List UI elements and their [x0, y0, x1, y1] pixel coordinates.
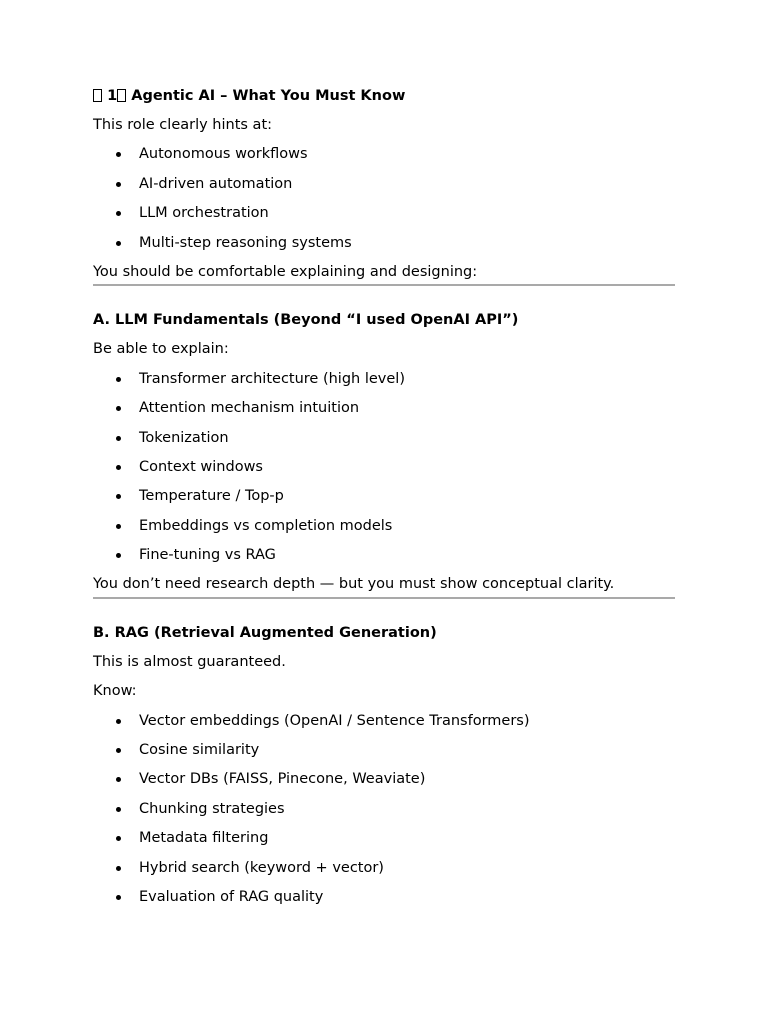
list-item-text: Attention mechanism intuition	[139, 400, 360, 417]
list-item-text: Hybrid search (keyword + vector)	[139, 859, 384, 876]
bullet-icon	[116, 895, 121, 900]
list-item-text: Vector DBs (FAISS, Pinecone, Weaviate)	[139, 771, 426, 788]
list-item	[93, 369, 675, 389]
list-item	[93, 174, 675, 194]
list-item	[93, 858, 675, 878]
missing-glyph-box	[93, 89, 102, 102]
section-1-heading	[93, 86, 675, 106]
list-item-text: Vector embeddings (OpenAI / Sentence Transformers)	[139, 712, 530, 729]
section-3-heading: B. RAG (Retrieval Augmented Generation)	[93, 624, 437, 641]
bullet-icon	[116, 465, 121, 470]
section-1-closing: You should be comfortable explaining and designing:	[93, 263, 478, 280]
bullet-icon	[116, 719, 121, 724]
list-item-text: Transformer architecture (high level)	[139, 370, 405, 387]
list-item	[93, 711, 675, 731]
list-item-text: Autonomous workflows	[139, 146, 308, 163]
list-item	[93, 486, 675, 506]
section-1-intro: This role clearly hints at:	[93, 117, 273, 133]
list-item	[93, 398, 675, 418]
list-item-text: Evaluation of RAG quality	[139, 888, 324, 905]
list-item-text: LLM orchestration	[139, 205, 269, 222]
list-item	[93, 428, 675, 448]
bullet-icon	[116, 406, 121, 411]
list-item	[93, 887, 675, 907]
list-item-text: Tokenization	[139, 429, 229, 446]
bullet-icon	[116, 866, 121, 871]
list-item-text: Context windows	[139, 458, 263, 475]
bullet-icon	[116, 182, 121, 187]
list-item	[93, 516, 675, 536]
list-item-text: Fine-tuning vs RAG	[139, 547, 276, 564]
horizontal-divider	[93, 284, 675, 286]
list-item	[93, 769, 675, 789]
list-item-text: Temperature / Top-p	[139, 488, 284, 505]
section-2-closing: You don’t need research depth — but you must show conceptual clarity.	[93, 576, 615, 593]
section-3-know-label: Know:	[93, 683, 137, 700]
bullet-icon	[116, 836, 121, 841]
section-2-list	[93, 369, 675, 565]
section-3-intro: This is almost guaranteed.	[93, 653, 286, 670]
missing-glyph-box	[117, 89, 126, 102]
list-item	[93, 144, 675, 164]
bullet-icon	[116, 211, 121, 216]
list-item	[93, 740, 675, 760]
list-item	[93, 233, 675, 253]
bullet-icon	[116, 494, 121, 499]
list-item	[93, 545, 675, 565]
list-item	[93, 828, 675, 848]
bullet-icon	[116, 748, 121, 753]
section-1-number: 1	[107, 88, 118, 104]
bullet-icon	[116, 436, 121, 441]
section-1-list	[93, 144, 675, 252]
document-page	[93, 86, 675, 916]
section-1-title: Agentic AI – What You Must Know	[131, 88, 406, 104]
list-item-text: AI-driven automation	[139, 175, 293, 192]
section-3-list	[93, 711, 675, 907]
list-item	[93, 203, 675, 223]
list-item-text: Chunking strategies	[139, 800, 285, 817]
list-item	[93, 799, 675, 819]
bullet-icon	[116, 152, 121, 157]
list-item-text: Cosine similarity	[139, 742, 260, 759]
bullet-icon	[116, 377, 121, 382]
section-2-intro: Be able to explain:	[93, 341, 229, 358]
bullet-icon	[116, 777, 121, 782]
list-item	[93, 457, 675, 477]
bullet-icon	[116, 807, 121, 812]
bullet-icon	[116, 524, 121, 529]
list-item-text: Metadata filtering	[139, 830, 269, 847]
bullet-icon	[116, 553, 121, 558]
bullet-icon	[116, 241, 121, 246]
list-item-text: Embeddings vs completion models	[139, 517, 393, 534]
section-2-heading: A. LLM Fundamentals (Beyond “I used OpenAI API”)	[93, 312, 519, 329]
list-item-text: Multi-step reasoning systems	[139, 234, 352, 251]
horizontal-divider	[93, 597, 675, 599]
